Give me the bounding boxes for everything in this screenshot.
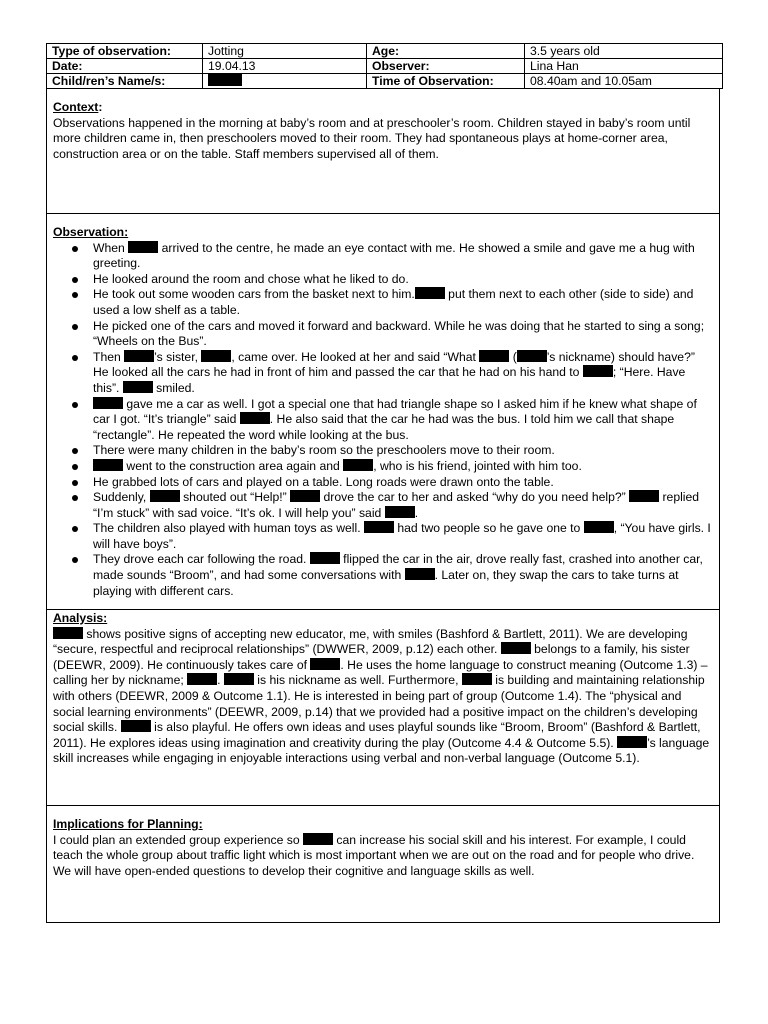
text-run: ’s nickname) should have?” He looked all the cars he had in front of him and passed the car that he had on his hand to (93, 349, 695, 380)
redaction (124, 350, 154, 362)
text-run: . (217, 673, 224, 688)
observation-item (53, 443, 713, 459)
redaction (584, 521, 614, 533)
text-run: , “You have girls. I will have boys”. (93, 521, 711, 551)
age-label: Age: (367, 44, 525, 59)
text-run: shouted out “Help!” (179, 490, 291, 505)
redaction (201, 350, 231, 362)
text-run: ; “Here. Have this”. (93, 365, 686, 395)
text-run: smiled. (152, 380, 195, 395)
time-label: Time of Observation: (367, 74, 525, 89)
observation-form (46, 43, 722, 923)
analysis-text (53, 627, 713, 767)
redaction (462, 673, 492, 685)
redaction (629, 490, 659, 502)
observation-item (53, 319, 713, 350)
header-table (46, 43, 723, 89)
text-run: , came over. He looked at her and said “What (231, 349, 480, 364)
text-run: replied “I’m stuck” with sad voice. “It’s ok. I will help you” said (93, 490, 700, 520)
observation-item (53, 287, 713, 318)
redaction (53, 627, 83, 639)
context-text: Observations happened in the morning at baby’s room and at preschooler’s room. Children stayed in baby’s room until more children came in, then preschoolers moved to their room. They had spontaneous plays at home-corner area, construction area or on the table. Staff members supervised all of them. (53, 115, 691, 161)
text-run: , who is his friend, jointed with him too. (373, 458, 582, 473)
redaction (93, 459, 123, 471)
redaction (93, 397, 123, 409)
analysis-section (46, 610, 720, 806)
observation-item (53, 475, 713, 491)
redaction (364, 521, 394, 533)
observation-heading: Observation: (53, 225, 129, 239)
text-run: arrived to the centre, he made an eye contact with me. He showed a smile and gave me a hug with greeting. (93, 240, 695, 271)
text-run: He looked around the room and chose what he liked to do. (93, 271, 409, 286)
observer-label: Observer: (367, 59, 525, 74)
redaction (303, 833, 333, 845)
redaction (150, 490, 180, 502)
text-run: gave me a car as well. I got a special one that had triangle shape so I asked him if he knew what shape of car I got. “It’s triangle” said (93, 396, 697, 427)
time-value: 08.40am and 10.05am (525, 74, 723, 89)
type-label: Type of observation: (47, 44, 203, 59)
observation-item (53, 521, 713, 552)
redaction (187, 673, 217, 685)
planning-text (53, 833, 713, 880)
text-run: The children also played with human toys as well. (93, 521, 364, 536)
observation-item (53, 272, 713, 288)
text-run: can increase his social skill and his interest. For example, I could teach the whole group about traffic light which is most important when we are out on the road and for people who drive. We will have open-ended questions to develop their cognitive and language skills as well. (53, 832, 695, 878)
redaction (208, 74, 242, 86)
redaction (240, 412, 270, 424)
text-run: He picked one of the cars and moved it forward and backward. While he was doing that he started to sing a song; “Wheels on the Bus”. (93, 318, 705, 349)
date-label: Date: (47, 59, 203, 74)
redaction (310, 658, 340, 670)
redaction (343, 459, 373, 471)
text-run: shows positive signs of accepting new educator, me, with smiles (Bashford & Bartlett, 2011). We are developing “secure, respectful and reciprocal relationships” (DWWER, 2009, p.12) each other. (53, 626, 688, 657)
text-run: I could plan an extended group experience so (53, 832, 304, 847)
context-section (46, 89, 720, 214)
text-run: Then (93, 349, 125, 364)
text-run: . He uses the home language to construct meaning (Outcome 1.3) – calling her by nickname; (53, 657, 708, 688)
planning-section (46, 806, 720, 923)
text-run: is his nickname as well. Furthermore, (253, 673, 462, 688)
text-run: had two people so he gave one to (393, 521, 584, 536)
observation-item (53, 350, 713, 397)
redaction (517, 350, 547, 362)
context-heading-colon: : (98, 100, 103, 114)
text-run: They drove each car following the road. (93, 552, 310, 567)
redaction (310, 552, 340, 564)
analysis-heading: Analysis: (53, 611, 108, 625)
redaction (385, 506, 415, 518)
names-value (203, 74, 367, 89)
observation-section (46, 214, 720, 610)
text-run: is also playful. He offers own ideas and uses playful sounds like “Broom, Broom” (Bashford & Bartlett, 2011). He explores ideas using imagination and creativity during the play (Outcome 4.4 & Outcome 5.5). (53, 720, 701, 750)
observation-item (53, 459, 713, 475)
text-run: Suddenly, (93, 490, 150, 505)
text-run: belongs to a family, his sister (DEEWR, 2009). He continuously takes care of (53, 642, 690, 672)
redaction (583, 365, 613, 377)
age-value: 3.5 years old (525, 44, 723, 59)
redaction (501, 642, 531, 654)
text-run: flipped the car in the air, drove really fast, crashed into another car, made sounds “Broom”, and had some conversations with (93, 552, 703, 583)
text-run: . Later on, they swap the cars to take turns at playing with different cars. (93, 568, 679, 598)
observation-item (53, 397, 713, 444)
redaction (290, 490, 320, 502)
text-run: When (93, 240, 129, 255)
names-label: Child/ren’s Name/s: (47, 74, 203, 89)
observation-item (53, 490, 713, 521)
observation-item (53, 241, 713, 272)
observation-list (53, 241, 713, 600)
redaction (121, 720, 151, 732)
text-run: . (414, 505, 419, 520)
redaction (617, 736, 647, 748)
text-run: drove the car to her and asked “why do you need help?” (320, 490, 630, 505)
observer-value: Lina Han (525, 59, 723, 74)
redaction (123, 381, 153, 393)
redaction (405, 568, 435, 580)
redaction (479, 350, 509, 362)
text-run: is building and maintaining relationship with others (DEEWR, 2009 & Outcome 1.1). He is interested in being part of group (Outcome 1.4). The “physical and social learning environments” (DEEWR, 2009, p.14) that we provided had a positive impact on the children’s developing social skills. (53, 673, 705, 735)
text-run: ’s language skill increases while engaging in enjoyable interactions using verbal and non-verbal language (Outcome 5.1). (53, 735, 710, 766)
context-heading: Context (53, 100, 99, 114)
type-value: Jotting (203, 44, 367, 59)
text-run: went to the construction area again and (123, 458, 344, 473)
redaction (415, 287, 445, 299)
observation-item (53, 552, 713, 599)
text-run: He grabbed lots of cars and played on a table. Long roads were drawn onto the table. (93, 474, 554, 489)
date-value: 19.04.13 (203, 59, 367, 74)
text-run: ( (509, 349, 517, 364)
text-run: He took out some wooden cars from the basket next to him. (93, 287, 415, 302)
redaction (224, 673, 254, 685)
text-run: ’s sister, (154, 349, 202, 364)
text-run: There were many children in the baby’s room so the preschoolers move to their room. (93, 443, 555, 458)
redaction (128, 241, 158, 253)
text-run: put them next to each other (side to side) and used a low shelf as a table. (93, 287, 694, 317)
planning-heading: Implications for Planning: (53, 817, 203, 831)
text-run: . He also said that the car he had was the bus. I told him we call that shape “rectangle”. He repeated the word while looking at the bus. (93, 412, 675, 442)
